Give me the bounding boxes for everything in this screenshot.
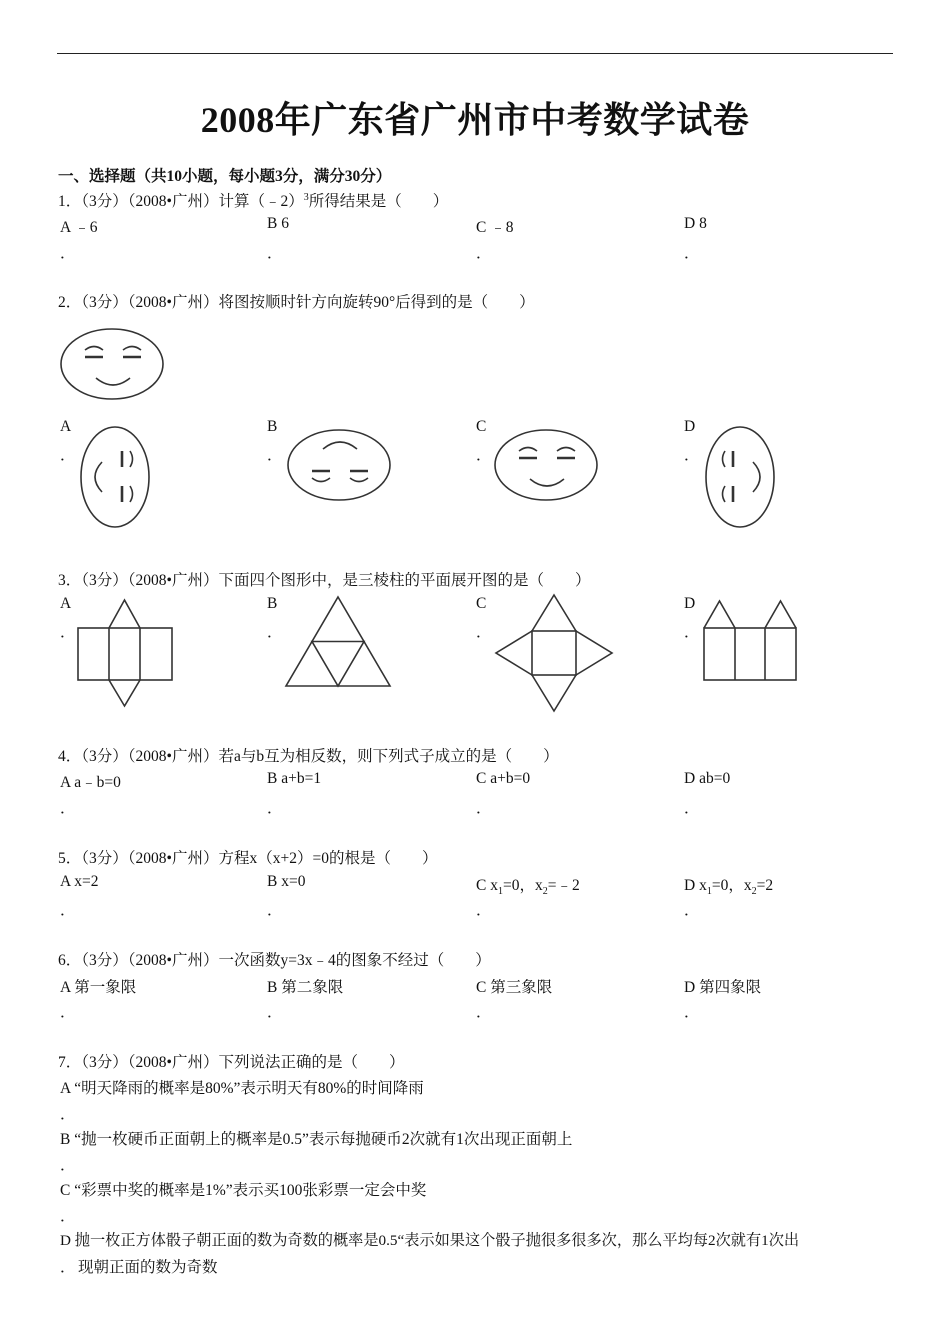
option-c[interactable]: C a+b=0: [476, 770, 531, 787]
option-c[interactable]: C: [476, 595, 487, 612]
question-2: [58, 290, 535, 312]
face-rotated-d-figure: [703, 424, 777, 530]
option-a[interactable]: A: [60, 418, 72, 435]
option-dot: ．: [60, 902, 76, 919]
question-score: （3分）: [81, 748, 128, 765]
option-dot: ．: [476, 447, 492, 464]
question-source: （2008•广州）: [127, 1054, 219, 1071]
option-d[interactable]: D: [684, 595, 696, 612]
option-a[interactable]: A “明天降雨的概率是80%”表示明天有80%的时间降雨: [60, 1080, 424, 1097]
option-dot: ．: [476, 624, 492, 641]
option-dot: ．: [267, 447, 283, 464]
option-text: =﹣2: [547, 877, 580, 894]
question-score: （3分）: [81, 193, 128, 210]
option-a[interactable]: A ﹣6: [60, 219, 98, 236]
option-c[interactable]: C ﹣8: [476, 219, 514, 236]
header-rule: [57, 53, 893, 54]
question-source: （2008•广州）: [127, 193, 219, 210]
question-7: [58, 1050, 404, 1072]
option-text: =0，x: [502, 877, 543, 894]
option-d[interactable]: D ab=0: [684, 770, 731, 787]
subscript: 1: [706, 886, 712, 898]
option-b[interactable]: B 第二象限: [267, 979, 344, 996]
subscript: 1: [497, 886, 503, 898]
option-dot: ．: [267, 1004, 283, 1021]
question-4: [58, 744, 559, 766]
question-1: [58, 189, 448, 211]
question-source: （2008•广州）: [127, 572, 219, 589]
question-stem: 一次函数y=3x﹣4的图象不经过（ ）: [218, 952, 491, 969]
question-number: 1．: [58, 193, 82, 210]
option-dot: ．: [684, 624, 700, 641]
option-dot: ．: [684, 447, 700, 464]
question-score: （3分）: [81, 1054, 128, 1071]
subscript: 2: [751, 886, 757, 898]
option-dot: ．: [267, 245, 283, 262]
option-b[interactable]: B: [267, 418, 278, 435]
question-number: 3．: [58, 572, 82, 589]
question-stem: 计算（﹣2）: [218, 193, 304, 210]
option-a[interactable]: A a﹣b=0: [60, 774, 121, 791]
question-score: （3分）: [81, 572, 128, 589]
net-b-figure: [284, 594, 394, 690]
option-dot: ．: [60, 1259, 76, 1276]
option-b[interactable]: B x=0: [267, 873, 306, 890]
net-c-figure: [493, 592, 615, 714]
option-text: =2: [756, 877, 774, 894]
question-number: 7．: [58, 1054, 82, 1071]
option-a[interactable]: A 第一象限: [60, 979, 137, 996]
option-dot: ．: [267, 624, 283, 641]
question-number: 6．: [58, 952, 82, 969]
question-source: （2008•广州）: [127, 850, 219, 867]
option-b[interactable]: B “抛一枚硬币正面朝上的概率是0.5”表示每抛硬币2次就有1次出现正面朝上: [60, 1131, 573, 1148]
option-dot: ．: [476, 800, 492, 817]
option-dot: ．: [60, 624, 76, 641]
option-d-continuation: 现朝正面的数为奇数: [78, 1259, 218, 1276]
face-rotated-a-figure: [78, 424, 152, 530]
option-dot: ．: [476, 902, 492, 919]
option-dot: ．: [684, 245, 700, 262]
question-source: （2008•广州）: [127, 952, 219, 969]
question-source: （2008•广州）: [127, 294, 219, 311]
option-dot: ．: [60, 1157, 76, 1174]
option-text: C x: [476, 877, 498, 894]
face-figure: [58, 326, 166, 402]
question-score: （3分）: [81, 850, 128, 867]
question-number: 5．: [58, 850, 82, 867]
option-d[interactable]: D 抛一枚正方体骰子朝正面的数为奇数的概率是0.5“表示如果这个骰子抛很多很多次，那么平均每2次就有1次出: [60, 1232, 800, 1249]
net-a-figure: [76, 598, 176, 710]
option-dot: ．: [476, 245, 492, 262]
question-number: 2．: [58, 294, 82, 311]
subscript: 2: [542, 886, 548, 898]
option-dot: ．: [60, 1004, 76, 1021]
face-original-c-figure: [492, 427, 600, 503]
face-upside-down-b-figure: [285, 427, 393, 503]
option-b[interactable]: B 6: [267, 215, 289, 232]
option-dot: ．: [60, 1106, 76, 1123]
option-text: =0，x: [711, 877, 752, 894]
option-dot: ．: [267, 902, 283, 919]
option-dot: ．: [684, 1004, 700, 1021]
option-b[interactable]: B: [267, 595, 278, 612]
option-dot: ．: [60, 800, 76, 817]
page-title: 2008年广东省广州市中考数学试卷: [200, 100, 750, 140]
question-6: [58, 948, 491, 970]
question-stem: 下面四个图形中，是三棱柱的平面展开图的是（ ）: [218, 572, 591, 589]
question-3: [58, 568, 590, 590]
option-c[interactable]: [476, 873, 580, 897]
option-c[interactable]: C: [476, 418, 487, 435]
question-stem: 方程x（x+2）=0的根是（ ）: [218, 850, 438, 867]
exponent: 3: [303, 191, 309, 203]
option-a[interactable]: A x=2: [60, 873, 99, 890]
option-text: D x: [684, 877, 707, 894]
option-dot: ．: [60, 447, 76, 464]
option-dot: ．: [267, 800, 283, 817]
question-source: （2008•广州）: [127, 748, 219, 765]
question-score: （3分）: [81, 952, 128, 969]
option-dot: ．: [684, 800, 700, 817]
option-d[interactable]: [684, 873, 773, 897]
option-d[interactable]: D 第四象限: [684, 979, 762, 996]
option-dot: ．: [60, 245, 76, 262]
option-dot: ．: [684, 902, 700, 919]
question-5: [58, 846, 437, 868]
option-a[interactable]: A: [60, 595, 72, 612]
question-score: （3分）: [81, 294, 128, 311]
option-d[interactable]: D: [684, 418, 696, 435]
net-d-figure: [702, 598, 800, 684]
option-c[interactable]: C 第三象限: [476, 979, 553, 996]
option-dot: ．: [60, 1208, 76, 1225]
question-stem: 若a与b互为相反数，则下列式子成立的是（ ）: [218, 748, 559, 765]
question-stem-end: 所得结果是（ ）: [308, 193, 449, 210]
question-stem: 将图按顺时针方向旋转90°后得到的是（ ）: [218, 294, 535, 311]
question-stem: 下列说法正确的是（ ）: [218, 1054, 405, 1071]
option-b[interactable]: B a+b=1: [267, 770, 322, 787]
section-heading: 一、选择题（共10小题，每小题3分，满分30分）: [58, 168, 392, 185]
option-d[interactable]: D 8: [684, 215, 707, 232]
option-dot: ．: [476, 1004, 492, 1021]
option-c[interactable]: C “彩票中奖的概率是1%”表示买100张彩票一定会中奖: [60, 1182, 427, 1199]
question-number: 4．: [58, 748, 82, 765]
